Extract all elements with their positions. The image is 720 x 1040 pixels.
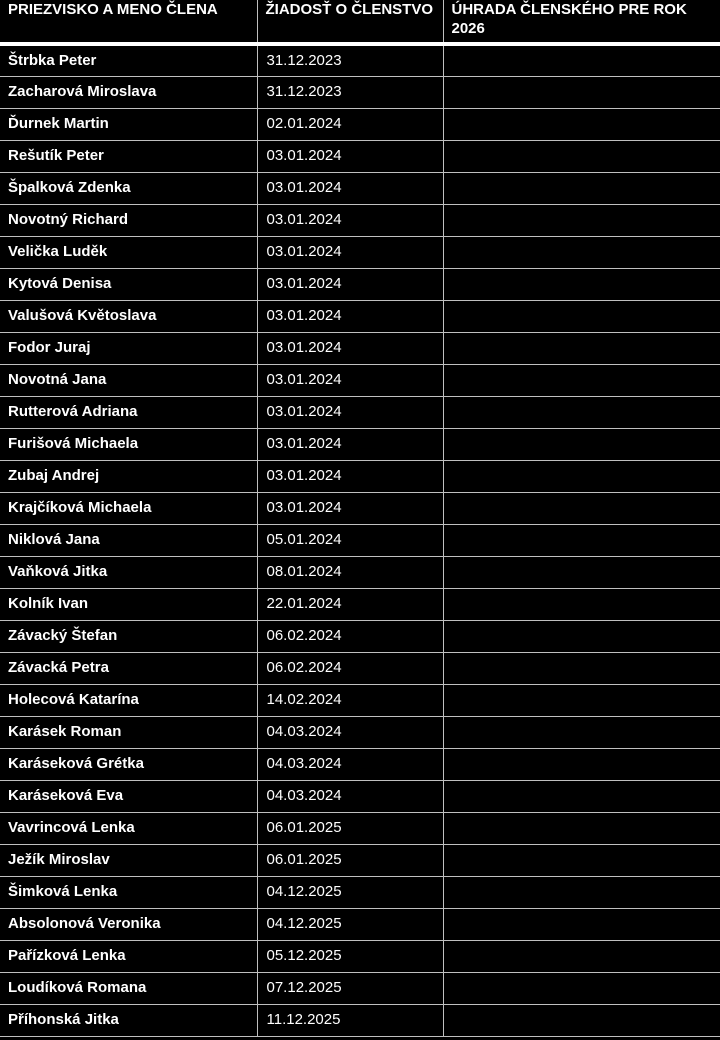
request-date-cell: 03.01.2024 (257, 236, 443, 268)
request-date-cell: 03.01.2024 (257, 492, 443, 524)
payment-cell (443, 364, 720, 396)
table-row (0, 524, 720, 556)
table-row (0, 108, 720, 140)
request-date-cell: 03.01.2024 (257, 332, 443, 364)
payment-cell (443, 556, 720, 588)
member-name-cell: Furišová Michaela (0, 428, 257, 460)
payment-cell (443, 460, 720, 492)
request-date-cell: 04.03.2024 (257, 780, 443, 812)
member-name-cell: Zacharová Miroslava (0, 76, 257, 108)
table-header (0, 0, 720, 44)
member-name-cell: Vaňková Jitka (0, 556, 257, 588)
payment-cell (443, 812, 720, 844)
payment-cell (443, 172, 720, 204)
request-date-cell: 07.12.2025 (257, 972, 443, 1004)
request-date-cell: 06.01.2025 (257, 812, 443, 844)
table-row (0, 268, 720, 300)
table-row (0, 908, 720, 940)
payment-cell (443, 620, 720, 652)
request-date-cell: 03.01.2024 (257, 364, 443, 396)
request-date-cell: 03.01.2024 (257, 300, 443, 332)
request-date-cell: 04.03.2024 (257, 716, 443, 748)
request-date-cell: 03.01.2024 (257, 428, 443, 460)
table-row (0, 652, 720, 684)
payment-cell (443, 300, 720, 332)
request-date-cell: 02.01.2024 (257, 108, 443, 140)
member-name-cell: Absolonová Veronika (0, 908, 257, 940)
member-name-cell: Fodor Juraj (0, 332, 257, 364)
table-row (0, 172, 720, 204)
request-date-cell: 31.12.2023 (257, 76, 443, 108)
request-date-cell: 11.12.2025 (257, 1004, 443, 1036)
request-date-cell: 03.01.2024 (257, 268, 443, 300)
request-date-cell: 14.02.2024 (257, 684, 443, 716)
request-date-cell: 04.12.2025 (257, 876, 443, 908)
table-row (0, 716, 720, 748)
member-name-cell: Novotná Jana (0, 364, 257, 396)
payment-cell (443, 908, 720, 940)
payment-cell (443, 1004, 720, 1036)
table-row (0, 236, 720, 268)
request-date-cell: 05.12.2025 (257, 940, 443, 972)
table-row (0, 140, 720, 172)
table-row (0, 556, 720, 588)
table-row (0, 748, 720, 780)
request-date-cell: 04.03.2024 (257, 748, 443, 780)
member-name-cell: Závacká Petra (0, 652, 257, 684)
payment-cell (443, 332, 720, 364)
table-row (0, 844, 720, 876)
header-payment-2026: ÚHRADA ČLENSKÉHO PRE ROK 2026 (451, 1, 687, 37)
member-name-cell: Novotný Richard (0, 204, 257, 236)
header-member-name: PRIEZVISKO A MENO ČLENA (0, 0, 257, 44)
table-row (0, 396, 720, 428)
request-date-cell: 22.01.2024 (257, 588, 443, 620)
payment-cell (443, 844, 720, 876)
request-date-cell: 31.12.2023 (257, 44, 443, 76)
request-date-cell: 04.12.2025 (257, 908, 443, 940)
member-name-cell: Pařízková Lenka (0, 940, 257, 972)
header-membership-request: ŽIADOSŤ O ČLENSTVO (257, 0, 443, 44)
table-row (0, 332, 720, 364)
payment-cell (443, 204, 720, 236)
request-date-cell: 03.01.2024 (257, 396, 443, 428)
member-name-cell: Valušová Květoslava (0, 300, 257, 332)
payment-cell (443, 940, 720, 972)
header-row (0, 0, 720, 44)
request-date-cell: 06.01.2025 (257, 844, 443, 876)
member-name-cell: Velička Luděk (0, 236, 257, 268)
request-date-cell: 03.01.2024 (257, 204, 443, 236)
member-name-cell: Karásek Roman (0, 716, 257, 748)
member-name-cell: Niklová Jana (0, 524, 257, 556)
member-name-cell: Vavrincová Lenka (0, 812, 257, 844)
member-name-cell: Zubaj Andrej (0, 460, 257, 492)
payment-cell (443, 44, 720, 76)
table-row (0, 428, 720, 460)
table-row (0, 44, 720, 76)
table-row (0, 780, 720, 812)
table-row (0, 300, 720, 332)
table-row (0, 812, 720, 844)
payment-cell (443, 972, 720, 1004)
member-name-cell: Holecová Katarína (0, 684, 257, 716)
table-row (0, 364, 720, 396)
member-name-cell: Krajčíková Michaela (0, 492, 257, 524)
member-name-cell: Rešutík Peter (0, 140, 257, 172)
payment-cell (443, 652, 720, 684)
request-date-cell: 06.02.2024 (257, 652, 443, 684)
member-name-cell: Šimková Lenka (0, 876, 257, 908)
payment-cell (443, 588, 720, 620)
request-date-cell: 03.01.2024 (257, 140, 443, 172)
member-name-cell: Loudíková Romana (0, 972, 257, 1004)
table-row (0, 1004, 720, 1036)
table-row (0, 972, 720, 1004)
table-row (0, 204, 720, 236)
payment-cell (443, 716, 720, 748)
request-date-cell: 06.02.2024 (257, 620, 443, 652)
request-date-cell: 03.01.2024 (257, 460, 443, 492)
member-name-cell: Karáseková Grétka (0, 748, 257, 780)
member-name-cell: Špalková Zdenka (0, 172, 257, 204)
table-row (0, 460, 720, 492)
payment-cell (443, 780, 720, 812)
member-name-cell: Kolník Ivan (0, 588, 257, 620)
request-date-cell: 05.01.2024 (257, 524, 443, 556)
table-row (0, 492, 720, 524)
request-date-cell: 03.01.2024 (257, 172, 443, 204)
member-name-cell: Příhonská Jitka (0, 1004, 257, 1036)
payment-cell (443, 108, 720, 140)
payment-cell (443, 76, 720, 108)
member-name-cell: Ďurnek Martin (0, 108, 257, 140)
payment-cell (443, 876, 720, 908)
request-date-cell: 08.01.2024 (257, 556, 443, 588)
payment-cell (443, 748, 720, 780)
payment-cell (443, 428, 720, 460)
payment-cell (443, 236, 720, 268)
table-row (0, 876, 720, 908)
payment-cell (443, 524, 720, 556)
table-row (0, 684, 720, 716)
payment-cell (443, 684, 720, 716)
payment-cell (443, 396, 720, 428)
member-name-cell: Závacký Štefan (0, 620, 257, 652)
payment-cell (443, 492, 720, 524)
table-row (0, 76, 720, 108)
table-body (0, 44, 720, 1036)
member-name-cell: Kytová Denisa (0, 268, 257, 300)
table-row (0, 588, 720, 620)
payment-cell (443, 140, 720, 172)
member-name-cell: Štrbka Peter (0, 44, 257, 76)
member-name-cell: Rutterová Adriana (0, 396, 257, 428)
member-name-cell: Karáseková Eva (0, 780, 257, 812)
table-row (0, 940, 720, 972)
member-name-cell: Ježík Miroslav (0, 844, 257, 876)
table-row (0, 620, 720, 652)
payment-cell (443, 268, 720, 300)
